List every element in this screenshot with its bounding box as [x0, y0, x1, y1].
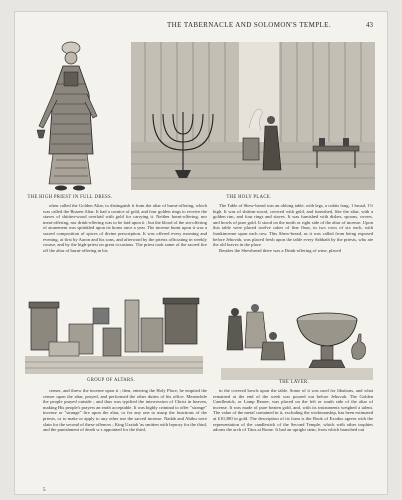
text-column-left-bottom [43, 388, 207, 484]
text-column-right-bottom [213, 388, 373, 484]
paragraph: The Table of Shew-bread was an oblong table, with legs, a cubits long, 1 broad, 1½ high. It was of shittim-wood, covered with gold, and furnished, like the altar, with a golden rim, and four rings and staves. It was furnished with dishes, spoons, covers, and bowls of pure gold. It stood on the north or right side of the altar of incense. Upon this table were placed twelve cakes of fine flour, in two rows of six each, with frankincense upon each row. This Shew-bread, as it was called from being exposed before Jehovah, was placed fresh upon the table every Sabbath by the priests, who ate the old loaves in the place. [213, 203, 373, 248]
book-page [15, 12, 387, 494]
paragraph: in the covered bowls upon the table. Some of it was used for libations, and what remained at the end of the week was poured out before Jehovah. The Golden Candlestick, or Lamp Bearer, was placed on the left or south side of the altar of incense. It was made of pure beaten gold, and, with its instruments weighed a talent. The value of the metal contained in it, excluding the workmanship, has been estimated at £10,380 in gold. The description of its form is the Book of Exodus agrees with the representation of the candlestick of the Second Temple, which with other trophies adorns the arch of Titus at Rome. It had an upright stem, from which branched out [213, 388, 373, 433]
text-column-left-top [43, 203, 207, 287]
paragraph: often called the Golden Altar, to distinguish it from the altar of burnt-offering, which was called the Brazen Altar. It had a cornice of gold, and four golden rings to receive the staves of shittim-wood overlaid with gold for carrying it. Neither burnt-offering, nor meat-offering, nor drink-offering was to be laid upon it ; but the blood of the sin-offering of atonement was sprinkled upon its horns once a year. The incense burnt upon it was a sacred composition of spices of divine prescription. It was offered every morning and evening, at first by Aaron and his sons, and afterward by the priests officiating in weekly course, and by the high-priest on great occasions. The priest took some of the sacred fire off the altar of burnt-offering in his [43, 203, 207, 253]
text-column-right-top [213, 203, 373, 288]
signature-mark: 5 [43, 488, 46, 493]
laver-illustration [221, 298, 373, 380]
caption-laver: THE LAVER. [279, 380, 309, 385]
holy-place-illustration [131, 42, 375, 190]
paragraph: censer, and threw the incense upon it ; then, entering the Holy Place, he emptied the censer upon the altar, prayed, and performed the other duties of his office. Meanwhile the people prayed outside ; and thus was typified the intercession of Christ in heaven, making His people's prayers an earth acceptable. It was highly criminal to offer "strange" incense or "strange" fire upon the altar, or for any one to usurp the functions of the priests, or to make or apply to any other use the sacred incense. Nadab and Abihu were slain for the second of these offences ; King Uzziah 'as smitten with leprosy for the third, and the punishment of death w s appointed for the third, [43, 388, 207, 433]
caption-high-priest: THE HIGH PRIEST IN FULL DRESS. [27, 195, 113, 200]
caption-holy-place: THE HOLY PLACE. [226, 195, 272, 200]
page-number: 43 [366, 21, 373, 29]
group-of-altars-illustration [25, 294, 203, 374]
high-priest-illustration [31, 34, 109, 194]
caption-altars: GROUP OF ALTARS. [87, 378, 135, 383]
running-title: THE TABERNACLE AND SOLOMON'S TEMPLE. [167, 21, 331, 29]
paragraph: Besides the Shewbread there was a Drink-offering of wine, placed [219, 247, 341, 253]
